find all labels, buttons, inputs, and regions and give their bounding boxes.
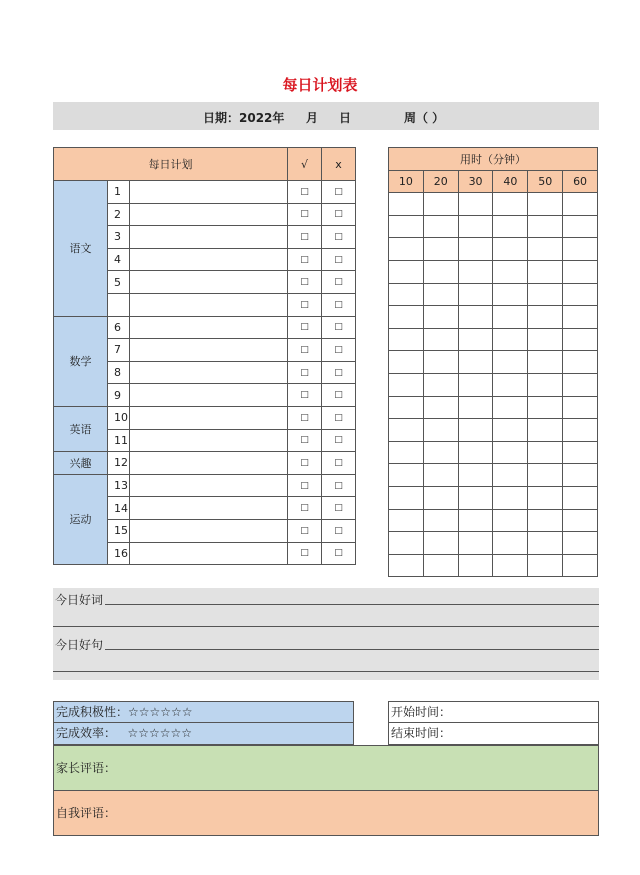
time-cell[interactable] bbox=[458, 373, 493, 396]
time-cell[interactable] bbox=[528, 532, 563, 555]
time-cell[interactable] bbox=[528, 193, 563, 216]
time-cell[interactable] bbox=[423, 532, 458, 555]
plan-task-cell[interactable] bbox=[130, 248, 288, 271]
time-row bbox=[389, 554, 598, 577]
time-cell[interactable] bbox=[458, 509, 493, 532]
time-column-header: 50 bbox=[528, 170, 563, 193]
plan-header: 每日计划 bbox=[54, 148, 288, 181]
time-cell[interactable] bbox=[493, 260, 528, 283]
time-cell[interactable] bbox=[563, 419, 598, 442]
time-row bbox=[389, 215, 598, 238]
time-row bbox=[389, 419, 598, 442]
time-cell[interactable] bbox=[493, 464, 528, 487]
time-cell[interactable] bbox=[389, 260, 424, 283]
time-cell[interactable] bbox=[389, 486, 424, 509]
time-cell[interactable] bbox=[423, 419, 458, 442]
time-cell[interactable] bbox=[458, 238, 493, 261]
not-done-checkbox[interactable]: □ bbox=[322, 203, 356, 226]
plan-row-number: 3 bbox=[108, 226, 130, 249]
not-done-checkbox[interactable]: □ bbox=[322, 429, 356, 452]
not-done-checkbox[interactable]: □ bbox=[322, 226, 356, 249]
start-time-field[interactable]: 开始时间： bbox=[388, 701, 599, 723]
time-cell[interactable] bbox=[528, 486, 563, 509]
time-cell[interactable] bbox=[423, 238, 458, 261]
plan-row-number: 16 bbox=[108, 542, 130, 565]
plan-task-cell[interactable] bbox=[130, 384, 288, 407]
time-cell[interactable] bbox=[423, 328, 458, 351]
plan-row-number: 14 bbox=[108, 497, 130, 520]
plan-task-cell[interactable] bbox=[130, 429, 288, 452]
efficiency-rating[interactable]: 完成效率： ☆☆☆☆☆☆ bbox=[53, 723, 354, 745]
plan-row-number: 12 bbox=[108, 452, 130, 475]
not-done-checkbox[interactable]: □ bbox=[322, 339, 356, 362]
time-cell[interactable] bbox=[528, 373, 563, 396]
time-cell[interactable] bbox=[389, 215, 424, 238]
time-cell[interactable] bbox=[389, 396, 424, 419]
plan-row-number bbox=[108, 293, 130, 316]
not-done-checkbox[interactable]: □ bbox=[322, 497, 356, 520]
not-done-checkbox[interactable]: □ bbox=[322, 542, 356, 565]
done-checkbox[interactable]: □ bbox=[288, 203, 322, 226]
time-cell[interactable] bbox=[563, 441, 598, 464]
time-cell[interactable] bbox=[528, 328, 563, 351]
time-row bbox=[389, 396, 598, 419]
not-done-checkbox[interactable]: □ bbox=[322, 406, 356, 429]
time-cell[interactable] bbox=[458, 464, 493, 487]
done-checkbox[interactable]: □ bbox=[288, 474, 322, 497]
good-words-line-2[interactable] bbox=[53, 626, 599, 627]
time-cell[interactable] bbox=[389, 238, 424, 261]
plan-row-number: 7 bbox=[108, 339, 130, 362]
time-cell[interactable] bbox=[493, 532, 528, 555]
time-cell[interactable] bbox=[493, 351, 528, 374]
time-cell[interactable] bbox=[563, 193, 598, 216]
time-cell[interactable] bbox=[458, 441, 493, 464]
time-cell[interactable] bbox=[563, 260, 598, 283]
positivity-rating[interactable]: 完成积极性：☆☆☆☆☆☆ bbox=[53, 701, 354, 723]
time-cell[interactable] bbox=[389, 532, 424, 555]
time-cell[interactable] bbox=[389, 328, 424, 351]
time-cell[interactable] bbox=[563, 396, 598, 419]
time-row bbox=[389, 464, 598, 487]
time-cell[interactable] bbox=[458, 328, 493, 351]
time-cell[interactable] bbox=[528, 464, 563, 487]
time-cell[interactable] bbox=[528, 396, 563, 419]
time-cell[interactable] bbox=[458, 396, 493, 419]
time-cell[interactable] bbox=[563, 554, 598, 577]
time-cell[interactable] bbox=[423, 215, 458, 238]
plan-row-number: 9 bbox=[108, 384, 130, 407]
time-cell[interactable] bbox=[563, 486, 598, 509]
subject-label: 语文 bbox=[54, 181, 108, 317]
time-cell[interactable] bbox=[493, 373, 528, 396]
done-checkbox[interactable]: □ bbox=[288, 339, 322, 362]
week-label: 周（ ） bbox=[404, 111, 445, 125]
plan-table bbox=[53, 147, 356, 565]
date-label: 日期：2022年 bbox=[203, 111, 285, 125]
plan-row-number: 5 bbox=[108, 271, 130, 294]
time-cell[interactable] bbox=[423, 509, 458, 532]
time-column-header: 20 bbox=[423, 170, 458, 193]
time-cell[interactable] bbox=[528, 283, 563, 306]
time-cell[interactable] bbox=[493, 215, 528, 238]
good-words-label: 今日好词 bbox=[55, 593, 104, 607]
done-checkbox[interactable]: □ bbox=[288, 293, 322, 316]
time-row bbox=[389, 532, 598, 555]
done-checkbox[interactable]: □ bbox=[288, 384, 322, 407]
time-cell[interactable] bbox=[493, 486, 528, 509]
time-cell[interactable] bbox=[528, 306, 563, 329]
plan-row-number: 13 bbox=[108, 474, 130, 497]
time-column-header: 10 bbox=[389, 170, 424, 193]
time-cell[interactable] bbox=[458, 306, 493, 329]
plan-row-number: 2 bbox=[108, 203, 130, 226]
plan-task-cell[interactable] bbox=[130, 316, 288, 339]
plan-task-cell[interactable] bbox=[130, 226, 288, 249]
not-done-checkbox[interactable]: □ bbox=[322, 293, 356, 316]
time-table bbox=[388, 147, 598, 577]
not-done-checkbox[interactable]: □ bbox=[322, 452, 356, 475]
time-cell[interactable] bbox=[493, 238, 528, 261]
good-words-line[interactable] bbox=[105, 604, 599, 605]
not-done-checkbox[interactable]: □ bbox=[322, 316, 356, 339]
time-cell[interactable] bbox=[563, 306, 598, 329]
time-cell[interactable] bbox=[563, 509, 598, 532]
time-row bbox=[389, 306, 598, 329]
plan-task-cell[interactable] bbox=[130, 361, 288, 384]
time-row bbox=[389, 351, 598, 374]
time-cell[interactable] bbox=[423, 396, 458, 419]
done-checkbox[interactable]: □ bbox=[288, 181, 322, 204]
plan-task-cell[interactable] bbox=[130, 271, 288, 294]
time-cell[interactable] bbox=[563, 532, 598, 555]
time-row bbox=[389, 328, 598, 351]
done-checkbox[interactable]: □ bbox=[288, 271, 322, 294]
time-cell[interactable] bbox=[493, 328, 528, 351]
time-cell[interactable] bbox=[528, 509, 563, 532]
time-cell[interactable] bbox=[389, 419, 424, 442]
time-cell[interactable] bbox=[493, 283, 528, 306]
not-done-checkbox[interactable]: □ bbox=[322, 361, 356, 384]
time-cell[interactable] bbox=[458, 486, 493, 509]
subject-label: 运动 bbox=[54, 474, 108, 564]
time-cell[interactable] bbox=[528, 215, 563, 238]
time-cell[interactable] bbox=[423, 464, 458, 487]
time-cell[interactable] bbox=[493, 509, 528, 532]
self-comment-field[interactable]: 自我评语： bbox=[53, 791, 599, 836]
time-row bbox=[389, 486, 598, 509]
cross-header: x bbox=[322, 148, 356, 181]
time-cell[interactable] bbox=[458, 193, 493, 216]
done-checkbox[interactable]: □ bbox=[288, 497, 322, 520]
plan-task-cell[interactable] bbox=[130, 293, 288, 316]
time-cell[interactable] bbox=[528, 419, 563, 442]
time-cell[interactable] bbox=[493, 441, 528, 464]
time-cell[interactable] bbox=[423, 283, 458, 306]
time-cell[interactable] bbox=[423, 306, 458, 329]
done-checkbox[interactable]: □ bbox=[288, 452, 322, 475]
plan-task-cell[interactable] bbox=[130, 452, 288, 475]
time-cell[interactable] bbox=[423, 554, 458, 577]
not-done-checkbox[interactable]: □ bbox=[322, 181, 356, 204]
done-checkbox[interactable]: □ bbox=[288, 226, 322, 249]
time-cell[interactable] bbox=[493, 306, 528, 329]
time-cell[interactable] bbox=[458, 351, 493, 374]
plan-task-cell[interactable] bbox=[130, 406, 288, 429]
time-cell[interactable] bbox=[458, 215, 493, 238]
time-cell[interactable] bbox=[389, 351, 424, 374]
subject-label: 数学 bbox=[54, 316, 108, 406]
plan-row-number: 6 bbox=[108, 316, 130, 339]
time-cell[interactable] bbox=[389, 464, 424, 487]
time-cell[interactable] bbox=[563, 328, 598, 351]
month-label: 月 bbox=[306, 111, 319, 125]
end-time-field[interactable]: 结束时间： bbox=[388, 723, 599, 745]
time-cell[interactable] bbox=[493, 193, 528, 216]
time-cell[interactable] bbox=[493, 396, 528, 419]
plan-row bbox=[54, 181, 356, 204]
time-cell[interactable] bbox=[458, 554, 493, 577]
words-section bbox=[53, 588, 599, 680]
time-cell[interactable] bbox=[528, 238, 563, 261]
date-bar bbox=[53, 102, 599, 130]
plan-task-cell[interactable] bbox=[130, 181, 288, 204]
time-column-header: 30 bbox=[458, 170, 493, 193]
time-cell[interactable] bbox=[389, 441, 424, 464]
time-row bbox=[389, 509, 598, 532]
time-cell[interactable] bbox=[423, 486, 458, 509]
done-checkbox[interactable]: □ bbox=[288, 361, 322, 384]
time-cell[interactable] bbox=[528, 351, 563, 374]
plan-row bbox=[54, 406, 356, 429]
time-row bbox=[389, 193, 598, 216]
done-checkbox[interactable]: □ bbox=[288, 429, 322, 452]
time-cell[interactable] bbox=[458, 260, 493, 283]
time-cell[interactable] bbox=[563, 238, 598, 261]
done-checkbox[interactable]: □ bbox=[288, 406, 322, 429]
time-cell[interactable] bbox=[563, 373, 598, 396]
plan-row-number: 15 bbox=[108, 519, 130, 542]
time-cell[interactable] bbox=[563, 464, 598, 487]
time-cell[interactable] bbox=[389, 373, 424, 396]
page-title: 每日计划表 bbox=[282, 76, 358, 94]
time-row bbox=[389, 260, 598, 283]
not-done-checkbox[interactable]: □ bbox=[322, 248, 356, 271]
time-cell[interactable] bbox=[389, 554, 424, 577]
evaluation-section bbox=[53, 701, 599, 836]
time-cell[interactable] bbox=[389, 306, 424, 329]
time-cell[interactable] bbox=[563, 215, 598, 238]
time-row bbox=[389, 283, 598, 306]
time-cell[interactable] bbox=[423, 351, 458, 374]
time-cell[interactable] bbox=[423, 193, 458, 216]
check-header: √ bbox=[288, 148, 322, 181]
time-cell[interactable] bbox=[423, 441, 458, 464]
plan-row-number: 11 bbox=[108, 429, 130, 452]
time-cell[interactable] bbox=[458, 419, 493, 442]
time-column-header: 40 bbox=[493, 170, 528, 193]
time-cell[interactable] bbox=[528, 554, 563, 577]
plan-row-number: 8 bbox=[108, 361, 130, 384]
time-header: 用时（分钟） bbox=[389, 148, 598, 171]
time-cell[interactable] bbox=[493, 419, 528, 442]
time-cell[interactable] bbox=[423, 260, 458, 283]
subject-label: 英语 bbox=[54, 406, 108, 451]
time-cell[interactable] bbox=[458, 532, 493, 555]
time-cell[interactable] bbox=[528, 260, 563, 283]
plan-task-cell[interactable] bbox=[130, 497, 288, 520]
plan-row bbox=[54, 316, 356, 339]
time-row bbox=[389, 373, 598, 396]
time-cell[interactable] bbox=[389, 509, 424, 532]
plan-task-cell[interactable] bbox=[130, 542, 288, 565]
time-row bbox=[389, 441, 598, 464]
time-cell[interactable] bbox=[563, 351, 598, 374]
done-checkbox[interactable]: □ bbox=[288, 248, 322, 271]
done-checkbox[interactable]: □ bbox=[288, 519, 322, 542]
plan-row bbox=[54, 452, 356, 475]
plan-row-number: 1 bbox=[108, 181, 130, 204]
subject-label: 兴趣 bbox=[54, 452, 108, 475]
time-cell[interactable] bbox=[423, 373, 458, 396]
parent-comment-field[interactable]: 家长评语： bbox=[53, 745, 599, 791]
plan-row-number: 10 bbox=[108, 406, 130, 429]
good-sentence-label: 今日好句 bbox=[55, 638, 104, 652]
time-cell[interactable] bbox=[458, 283, 493, 306]
not-done-checkbox[interactable]: □ bbox=[322, 384, 356, 407]
done-checkbox[interactable]: □ bbox=[288, 316, 322, 339]
not-done-checkbox[interactable]: □ bbox=[322, 474, 356, 497]
not-done-checkbox[interactable]: □ bbox=[322, 519, 356, 542]
time-cell[interactable] bbox=[563, 283, 598, 306]
good-sentence-line-2[interactable] bbox=[53, 671, 599, 672]
plan-task-cell[interactable] bbox=[130, 339, 288, 362]
plan-row-number: 4 bbox=[108, 248, 130, 271]
plan-task-cell[interactable] bbox=[130, 203, 288, 226]
time-column-header: 60 bbox=[563, 170, 598, 193]
plan-row bbox=[54, 474, 356, 497]
day-label: 日 bbox=[339, 111, 352, 125]
not-done-checkbox[interactable]: □ bbox=[322, 271, 356, 294]
time-cell[interactable] bbox=[493, 554, 528, 577]
plan-task-cell[interactable] bbox=[130, 474, 288, 497]
plan-task-cell[interactable] bbox=[130, 519, 288, 542]
time-cell[interactable] bbox=[389, 193, 424, 216]
done-checkbox[interactable]: □ bbox=[288, 542, 322, 565]
time-row bbox=[389, 238, 598, 261]
time-cell[interactable] bbox=[528, 441, 563, 464]
good-sentence-line[interactable] bbox=[105, 649, 599, 650]
time-cell[interactable] bbox=[389, 283, 424, 306]
